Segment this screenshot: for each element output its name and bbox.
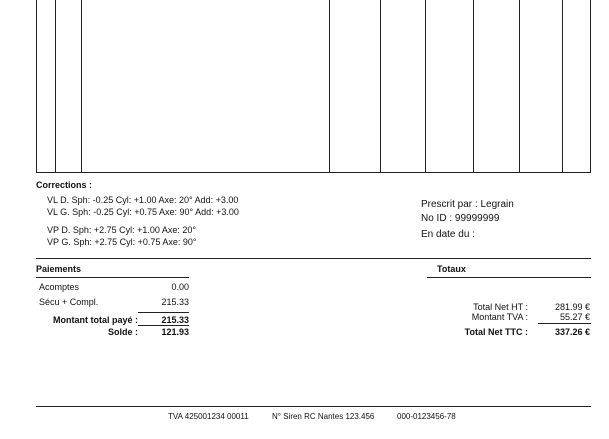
table-bottom-border	[36, 172, 591, 173]
table-column-divider	[425, 0, 426, 173]
payment-value: 0.00	[171, 282, 189, 292]
tva-value: 55.27 €	[559, 312, 590, 322]
table-column-divider	[36, 0, 37, 173]
footer-phone: 000-0123456-78	[397, 412, 456, 421]
paiements-title: Paiements	[36, 264, 82, 274]
totaux-title: Totaux	[437, 264, 466, 274]
totaux-underline	[427, 277, 591, 278]
table-column-divider	[55, 0, 56, 173]
correction-line: VL G. Sph: -0.25 Cyl: +0.75 Axe: 90° Add: +3.00	[47, 207, 239, 217]
solde-value: 121.93	[161, 327, 189, 337]
payment-value: 215.33	[161, 297, 189, 307]
footer-tva: TVA 425001234 00011	[168, 412, 249, 421]
correction-line: VL D. Sph: -0.25 Cyl: +1.00 Axe: 20° Add: +3.00	[47, 195, 239, 205]
paiements-underline	[36, 277, 189, 278]
net-ht-label: Total Net HT :	[473, 302, 528, 312]
footer-siren: N° Siren RC Nantes 123.456	[272, 412, 375, 421]
footer-divider	[36, 406, 591, 407]
table-column-divider	[81, 0, 82, 173]
ttc-value: 337.26 €	[554, 327, 590, 337]
payment-label: Sécu + Compl.	[39, 297, 99, 307]
table-column-divider	[519, 0, 520, 173]
total-paid-value: 215.33	[161, 315, 189, 325]
correction-line: VP G. Sph: +2.75 Cyl: +0.75 Axe: 90°	[47, 237, 197, 247]
table-column-divider	[562, 0, 563, 173]
solde-label: Solde :	[107, 327, 138, 337]
correction-line: VP D. Sph: +2.75 Cyl: +1.00 Axe: 20°	[47, 225, 197, 235]
ttc-label: Total Net TTC :	[464, 327, 528, 337]
prescription-id: No ID : 99999999	[421, 213, 500, 224]
totaux-total-rule	[538, 323, 591, 324]
payment-total-rule	[138, 312, 189, 313]
prescriber: Prescrit par : Legrain	[421, 199, 514, 210]
total-paid-label: Montant total payé :	[53, 315, 138, 325]
section-divider	[36, 258, 591, 259]
tva-label: Montant TVA :	[471, 312, 528, 322]
net-ht-value: 281.99 €	[554, 302, 590, 312]
corrections-title: Corrections :	[36, 180, 93, 190]
table-column-divider	[473, 0, 474, 173]
payment-total-rule	[138, 325, 189, 326]
prescription-date: En date du :	[421, 229, 475, 240]
table-column-divider	[590, 0, 591, 173]
payment-label: Acomptes	[39, 282, 80, 292]
table-column-divider	[380, 0, 381, 173]
table-column-divider	[329, 0, 330, 173]
